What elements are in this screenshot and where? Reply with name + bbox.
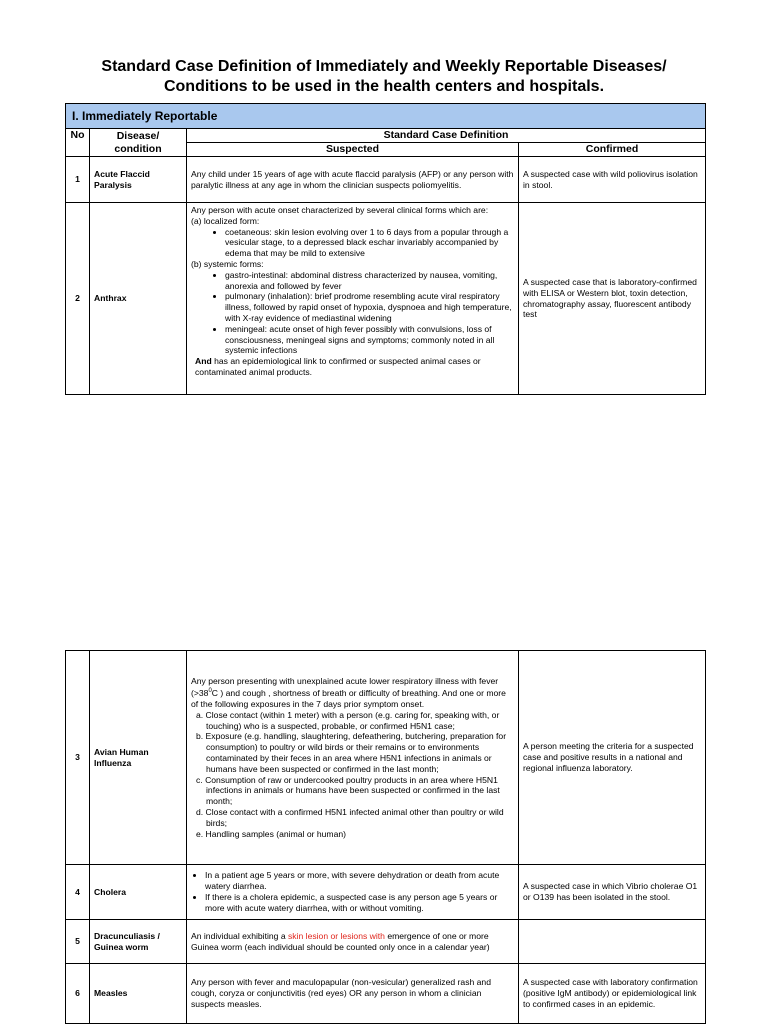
table-row <box>66 964 706 1024</box>
header-disease-line-1: Disease/ <box>116 129 160 142</box>
table-row <box>66 651 706 865</box>
row-number: 1 <box>66 157 90 203</box>
suspected-text-start: An individual exhibiting a <box>191 930 288 941</box>
suspected-definition: Any child under 15 years of age with acute flaccid paralysis (AFP) or any person with paralytic illness at any age in whom the clinician suspects poliomyelitis. <box>187 157 519 203</box>
highlighted-text: skin lesion or lesions with <box>287 930 385 941</box>
suspected-definition: Any person with fever and maculopapular (non-vesicular) generalized rash and cough, coryza or conjunctivitis (red eyes) OR any person in whom a clinician suspects measles. <box>187 964 519 1024</box>
row-number: 5 <box>66 920 90 964</box>
disease-name: Dracunculiasis / Guinea worm <box>90 920 187 964</box>
title-line-1: Standard Case Definition of Immediately and Weekly Reportable Diseases/ <box>101 58 667 75</box>
disease-name: Measles <box>90 964 187 1024</box>
header-no: No <box>66 129 90 157</box>
list-item: • If there is a cholera epidemic, a suspected case is any person age 5 years or more with acute watery diarrhea, with or without vomiting. <box>205 892 514 914</box>
list-item: • In a patient age 5 years or more, with severe dehydration or death from acute watery diarrhea. <box>205 870 514 892</box>
disease-name: Acute Flaccid Paralysis <box>90 157 187 203</box>
and-keyword: And <box>195 356 212 367</box>
list-item: • pulmonary (inhalation): brief prodrome resembling acute viral respiratory illness, followed by rapid onset of hypoxia, dyspnoea and high temperature, with X-ray evidence of mediastinal widening <box>225 291 514 323</box>
reportable-table-part-2 <box>65 650 706 1024</box>
table-row <box>66 157 706 203</box>
list-item: • meningeal: acute onset of high fever possibly with convulsions, loss of consciousness, meningeal signs and symptoms; commonly noted in all systemic infections <box>225 324 514 356</box>
disease-name: Cholera <box>90 865 187 920</box>
section-row <box>66 104 706 129</box>
disease-name: Anthrax <box>90 203 187 395</box>
row-number: 6 <box>66 964 90 1024</box>
list-item: c. Consumption of raw or undercooked poultry products in an area where H5N1 infections in animals or humans have been suspected or confirmed in the last month; <box>196 774 500 807</box>
localized-form-label: (a) localized form: <box>191 215 260 226</box>
confirmed-definition: A suspected case in which Vibrio cholerae O1 or O139 has been isolated in the stool. <box>519 865 706 920</box>
confirmed-definition: A suspected case with wild poliovirus isolation in stool. <box>519 157 706 203</box>
title-line-2: Conditions to be used in the health centers and hospitals. <box>163 78 605 95</box>
section-title: I. Immediately Reportable <box>66 104 706 129</box>
suspected-definition <box>187 920 519 964</box>
suspected-definition <box>187 651 519 865</box>
systemic-forms-list <box>191 270 514 356</box>
header-suspected: Suspected <box>187 143 519 157</box>
epidemiological-link <box>191 356 514 378</box>
list-item: a. Close contact (within 1 meter) with a person (e.g. caring for, speaking with, or touching) who is a suspected, probable, or confirmed H5N1 case; <box>196 709 500 731</box>
exposure-list <box>191 710 514 840</box>
confirmed-definition <box>519 920 706 964</box>
suspected-intro <box>191 676 514 710</box>
cholera-criteria-list <box>191 870 514 913</box>
list-item: e. Handling samples (animal or human) <box>196 828 346 839</box>
confirmed-definition: A suspected case that is laboratory-confirmed with ELISA or Western blot, toxin detection, chromatography assay, fluorescent antibody test <box>519 203 706 395</box>
table-row <box>66 920 706 964</box>
table-row <box>66 203 706 395</box>
suspected-text-end: emergence of one or more Guinea worm (each individual should be counted only once in a calendar year) <box>191 930 490 952</box>
table-row <box>66 865 706 920</box>
row-number: 2 <box>66 203 90 395</box>
suspected-definition <box>187 203 519 395</box>
header-confirmed: Confirmed <box>519 143 706 157</box>
list-item: b. Exposure (e.g. handling, slaughtering, defeathering, butchering, preparation for consumption) to poultry or wild birds or their remains or to environments contaminated by their feces in an area where H5N1 infections in animals or humans have been suspected or confirmed in the last month; <box>196 731 507 774</box>
header-row-1 <box>66 129 706 143</box>
epidemiological-link-text: has an epidemiological link to confirmed or suspected animal cases or contaminated animal products. <box>195 356 481 377</box>
document-title <box>0 57 768 97</box>
suspected-intro-part-1: Any person presenting with unexplained acute lower respiratory illness with fever (>38 <box>191 675 499 699</box>
reportable-table-part-1 <box>65 103 706 395</box>
row-number: 4 <box>66 865 90 920</box>
list-item: • gastro-intestinal: abdominal distress characterized by nausea, vomiting, anorexia and followed by fever <box>225 270 514 292</box>
degree-superscript: 0 <box>208 688 212 695</box>
suspected-intro: Any person with acute onset characterized by several clinical forms which are: <box>191 205 489 215</box>
row-number: 3 <box>66 651 90 865</box>
header-standard-case-definition: Standard Case Definition <box>187 129 706 143</box>
header-disease-line-2: condition <box>114 142 162 155</box>
list-item: • coetaneous: skin lesion evolving over 1 to 6 days from a popular through a vesicular stage, to a depressed black eschar invariably accompanied by edema that may be mild to extensive <box>225 227 514 259</box>
localized-form-list <box>191 227 514 259</box>
confirmed-definition: A person meeting the criteria for a suspected case and positive results in a national and regional influenza laboratory. <box>519 651 706 865</box>
systemic-forms-label: (b) systemic forms: <box>191 258 264 269</box>
suspected-definition <box>187 865 519 920</box>
disease-name: Avian Human Influenza <box>90 651 187 865</box>
list-item: d. Close contact with a confirmed H5N1 infected animal other than poultry or wild birds; <box>196 807 504 828</box>
header-disease <box>90 129 187 157</box>
suspected-intro-part-2: C ) and cough , shortness of breath or difficulty of breathing. And one or more of the following exposures in the 7 days prior symptom onset. <box>191 688 506 710</box>
confirmed-definition: A suspected case with laboratory confirmation (positive IgM antibody) or epidemiological link to confirmed cases in an epidemic. <box>519 964 706 1024</box>
